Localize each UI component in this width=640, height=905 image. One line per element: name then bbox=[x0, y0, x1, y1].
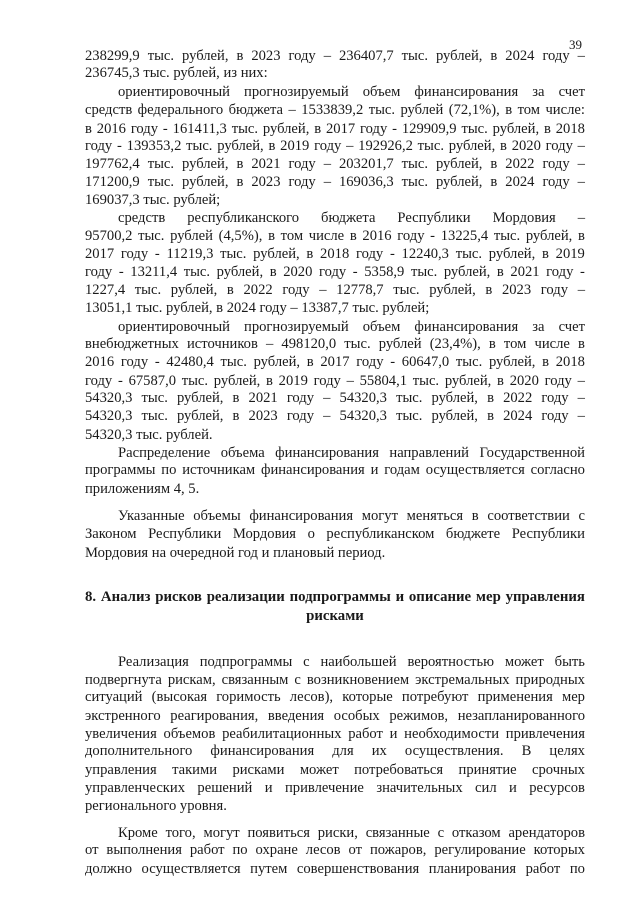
section-heading-line: 8. Анализ рисков реализации подпрограммы и описание мер управления bbox=[85, 589, 585, 605]
text-line: Реализация подпрограммы с наибольшей вероятностью может быть bbox=[118, 654, 585, 670]
text-line: 54320,3 тыс. рублей, в 2023 году – 54320,3 тыс. рублей, в 2024 году – bbox=[85, 408, 585, 424]
text-line: 238299,9 тыс. рублей, в 2023 году – 236407,7 тыс. рублей, в 2024 году – bbox=[85, 48, 585, 64]
text-line: от выполнения работ по охране лесов от пожаров, регулирование которых bbox=[85, 842, 585, 858]
text-line: 54320,3 тыс. рублей, в 2021 году – 54320,3 тыс. рублей, в 2022 году – bbox=[85, 390, 585, 406]
text-line: подвергнута рискам, связанным с возникновением экстремальных природных bbox=[85, 672, 585, 688]
text-line: Мордовия на очередной год и плановый период. bbox=[85, 545, 386, 561]
page-number: 39 bbox=[569, 37, 582, 52]
text-line: увеличения объемов реабилитационных работ и необходимости привлечения bbox=[85, 726, 585, 742]
text-line: 236745,3 тыс. рублей, из них: bbox=[85, 65, 268, 81]
section-heading-line: рисками bbox=[306, 608, 364, 624]
text-line: 171200,9 тыс. рублей, в 2023 году – 169036,3 тыс. рублей, в 2024 году – bbox=[85, 174, 585, 190]
text-line: году - 139353,2 тыс. рублей, в 2019 году – 192926,2 тыс. рублей, в 2020 году – bbox=[85, 138, 585, 154]
text-line: внебюджетных источников – 498120,0 тыс. рублей (23,4%), в том числе в bbox=[85, 336, 585, 352]
text-line: 2016 году - 42480,4 тыс. рублей, в 2017 году - 60647,0 тыс. рублей, в 2018 bbox=[85, 354, 585, 370]
text-line: управления такими рисками может потребоваться принятие срочных bbox=[85, 762, 585, 778]
text-line: 169037,3 тыс. рублей; bbox=[85, 192, 221, 208]
text-line: 54320,3 тыс. рублей. bbox=[85, 427, 213, 443]
text-line: году - 13211,4 тыс. рублей, в 2020 году - 5358,9 тыс. рублей, в 2021 году - bbox=[85, 264, 585, 280]
text-line: экстренного реагирования, введения особых режимов, незапланированного bbox=[85, 708, 585, 724]
text-line: управленческих решений и привлечение значительных сил и ресурсов bbox=[85, 780, 585, 796]
text-line: средств республиканского бюджета Республики Мордовия – bbox=[118, 210, 585, 226]
text-line: Указанные объемы финансирования могут меняться в соответствии с bbox=[118, 508, 585, 524]
text-line: Распределение объема финансирования направлений Государственной bbox=[118, 445, 585, 461]
text-line: должно осуществляется путем совершенствования планирования работ по bbox=[85, 861, 585, 877]
text-line: Кроме того, могут появиться риски, связанные с отказом арендаторов bbox=[118, 825, 585, 841]
text-line: в 2016 году - 161411,3 тыс. рублей, в 2017 году - 129909,9 тыс. рублей, в 2018 bbox=[85, 121, 585, 137]
text-line: 95700,2 тыс. рублей (4,5%), в том числе в 2016 году - 13225,4 тыс. рублей, в bbox=[85, 228, 585, 244]
text-line: ориентировочный прогнозируемый объем финансирования за счет bbox=[118, 319, 585, 335]
text-line: ориентировочный прогнозируемый объем финансирования за счет bbox=[118, 84, 585, 100]
text-line: Законом Республики Мордовия о республиканском бюджете Республики bbox=[85, 526, 585, 542]
text-line: регионального уровня. bbox=[85, 798, 227, 814]
text-line: дополнительного финансирования для их осуществления. В целях bbox=[85, 743, 585, 759]
text-line: средств федерального бюджета – 1533839,2 тыс. рублей (72,1%), в том числе: bbox=[85, 102, 585, 118]
text-line: программы по источникам финансирования и годам осуществляется согласно bbox=[85, 462, 585, 478]
text-line: 13051,1 тыс. рублей, в 2024 году – 13387,7 тыс. рублей; bbox=[85, 300, 430, 316]
text-line: 197762,4 тыс. рублей, в 2021 году – 203201,7 тыс. рублей, в 2022 году – bbox=[85, 156, 585, 172]
text-line: 1227,4 тыс. рублей, в 2022 году – 12778,7 тыс. рублей, в 2023 году – bbox=[85, 282, 585, 298]
text-line: ситуаций (высокая горимость лесов), которые потребуют применения мер bbox=[85, 689, 585, 705]
text-line: приложениям 4, 5. bbox=[85, 481, 200, 497]
text-line: 2017 году - 11219,3 тыс. рублей, в 2018 году - 12240,3 тыс. рублей, в 2019 bbox=[85, 246, 585, 262]
text-line: году - 67587,0 тыс. рублей, в 2019 году – 55804,1 тыс. рублей, в 2020 году – bbox=[85, 373, 585, 389]
